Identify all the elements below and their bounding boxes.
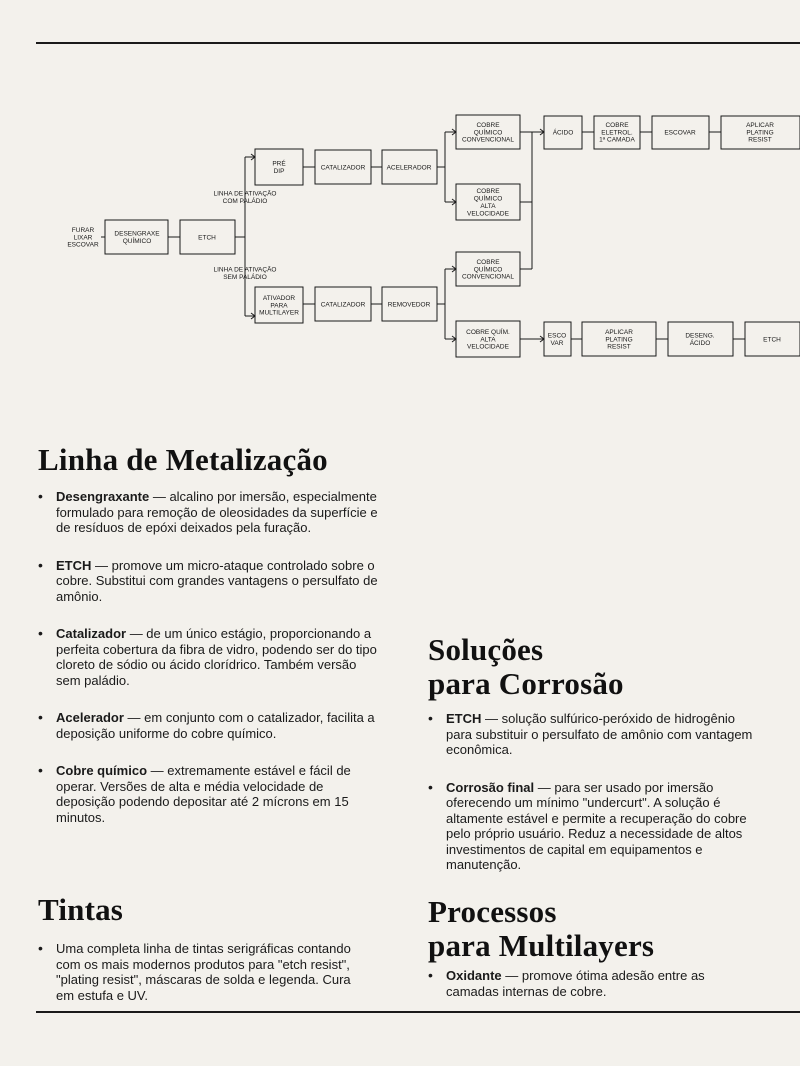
metalizacao-item-term: Desengraxante — [56, 489, 150, 504]
metalizacao-item — [38, 710, 378, 741]
corrosao-item — [428, 780, 758, 873]
with-palladium-label: LINHA DE ATIVAÇÃO COM PALÁDIO — [213, 190, 277, 205]
flow-labels — [67, 122, 781, 351]
deseng-label: DESENG. ÁCIDO — [685, 332, 715, 347]
ativador-label: ATIVADOR PARA MULTILAYER — [259, 294, 299, 317]
multilayers-title — [428, 895, 654, 963]
escovar-bottom-label: ESCO VAR — [547, 332, 567, 347]
metalizacao-item-term: Acelerador — [56, 710, 124, 725]
etch-label: ETCH — [198, 234, 216, 242]
metalizacao-item — [38, 489, 378, 536]
tintas-item-text: Uma completa linha de tintas serigráficas contando com os mais modernos produtos para "etch resist", "plating resist", máscaras de solda e legenda. Cura em estufa e UV. — [56, 941, 351, 1003]
aplicar-bottom-label: APLICAR PLATING RESIST — [605, 328, 633, 351]
metalizacao-item-text: — alcalino por imersão, especialmente formulado para remoção de oleosidades da superfície e de resíduos de epóxi deixados pela furação. — [56, 489, 378, 535]
metalizacao-item-term: Catalizador — [56, 626, 127, 641]
multilayers-title-line2: para Multilayers — [428, 928, 655, 963]
cobre-convencional-2-label: COBRE QUÍMICO CONVENCIONAL — [461, 258, 515, 281]
corrosao-item-term: ETCH — [446, 711, 482, 726]
metalizacao-item — [38, 558, 378, 605]
metalizacao-item-text: — em conjunto com o catalizador, facilita a deposição uniforme do cobre químico. — [56, 710, 375, 741]
metalizacao-item — [38, 763, 378, 825]
etch-end-label: ETCH — [763, 336, 781, 344]
without-palladium-label: LINHA DE ATIVAÇÃO SEM PALÁDIO — [213, 266, 277, 281]
metalizacao-item — [38, 626, 378, 688]
catalizador-top-label: CATALIZADOR — [320, 164, 366, 172]
metalizacao-title: Linha de Metalização — [38, 442, 328, 477]
cobre-alta-1-label: COBRE QUÍMICO ALTA VELOCIDADE — [467, 188, 509, 218]
metalizacao-list — [38, 489, 378, 847]
acido-label: ÁCIDO — [552, 129, 574, 137]
corrosao-title-line1: Soluções — [428, 632, 544, 667]
multilayers-item-text: — promove ótima adesão entre as camadas internas de cobre. — [446, 968, 705, 999]
tintas-item — [38, 941, 368, 1003]
removedor-label: REMOVEDOR — [387, 301, 431, 309]
pre-dip-label: PRÉ DIP — [272, 160, 286, 175]
corrosao-item — [428, 711, 758, 758]
corrosao-title-line2: para Corrosão — [428, 666, 624, 701]
start-label: FURAR LIXAR ESCOVAR — [67, 226, 99, 249]
tintas-title: Tintas — [38, 892, 124, 927]
aplicar-top-label: APLICAR PLATING RESIST — [746, 121, 774, 144]
bottom-rule — [36, 1011, 800, 1013]
escovar-top-label: ESCOVAR — [664, 129, 696, 137]
corrosao-item-text: — solução sulfúrico-peróxido de hidrogênio para substituir o persulfato de amônio com vantagem econômica. — [446, 711, 753, 757]
multilayers-title-line1: Processos — [428, 894, 557, 929]
metalizacao-item-term: Cobre químico — [56, 763, 148, 778]
cobre-convencional-1-label: COBRE QUÍMICO CONVENCIONAL — [461, 121, 515, 144]
metalizacao-item-text: — de um único estágio, proporcionando a perfeita cobertura da fibra de vidro, podendo ser do tipo cloreto de sódio ou ácido clorídrico. Também versão sem paládio. — [56, 626, 377, 688]
acelerador-label: ACELERADOR — [386, 164, 432, 172]
corrosao-title — [428, 633, 624, 701]
corrosao-item-term: Corrosão final — [446, 779, 535, 795]
corrosao-item-text: — para ser usado por imersão oferecendo um mínimo "undercurt". A solução é altamente estável e permite a recuperação do cobre pelo próprio usuário. Reduz a necessidade de altos investimentos de capital em equipamentos e manutenção. — [446, 779, 747, 872]
cobre-eletrol-label: COBRE ELETROL. 1ª CAMADA — [599, 121, 635, 144]
corrosao-list — [428, 711, 758, 895]
multilayers-item — [428, 968, 758, 999]
multilayers-list — [428, 968, 758, 1021]
metalizacao-item-text: — promove um micro-ataque controlado sobre o cobre. Substitui com grandes vantagens o persulfato de amônio. — [56, 557, 378, 604]
metalizacao-item-term: ETCH — [56, 557, 92, 573]
catalizador-bottom-label: CATALIZADOR — [320, 301, 366, 309]
multilayers-item-term: Oxidante — [446, 968, 502, 983]
metalizacao-item-text: — extremamente estável e fácil de operar. Versões de alta e média velocidade de deposição podendo depositar até 2 mícrons em 15 minutos. — [56, 763, 351, 825]
process-flowchart — [0, 0, 800, 380]
cobre-alta-2-label: COBRE QUÍM. ALTA VELOCIDADE — [466, 328, 510, 351]
desengraxe-label: DESENGRAXE QUÍMICO — [114, 230, 160, 245]
